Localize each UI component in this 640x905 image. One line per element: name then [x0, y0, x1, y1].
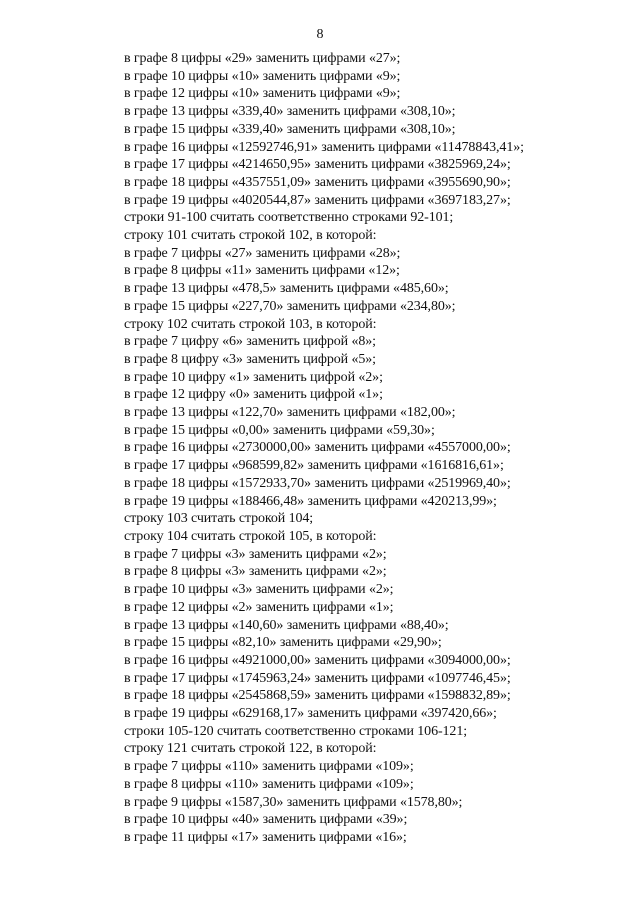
text-line: строки 105-120 считать соответственно строками 106-121; [124, 723, 468, 739]
text-line: в графе 16 цифры «4921000,00» заменить цифрами «3094000,00»; [124, 652, 511, 668]
page-number: 8 [316, 27, 324, 42]
text-line: в графе 13 цифры «140,60» заменить цифрами «88,40»; [124, 617, 449, 633]
text-line: в графе 8 цифры «3» заменить цифрами «2»; [124, 564, 387, 580]
text-line: в графе 13 цифры «122,70» заменить цифрами «182,00»; [124, 405, 456, 421]
text-line: в графе 12 цифру «0» заменить цифрой «1»; [124, 387, 383, 403]
text-line: в графе 9 цифры «1587,30» заменить цифрами «1578,80»; [124, 794, 463, 810]
text-line: в графе 12 цифры «2» заменить цифрами «1»; [124, 599, 394, 615]
text-line: строку 101 считать строкой 102, в которой: [124, 228, 377, 244]
text-line: в графе 16 цифры «12592746,91» заменить цифрами «11478843,41»; [124, 139, 524, 155]
text-line: в графе 15 цифры «227,70» заменить цифрами «234,80»; [124, 298, 456, 314]
text-line: в графе 8 цифры «29» заменить цифрами «27»; [124, 51, 401, 66]
text-line: в графе 18 цифры «4357551,09» заменить цифрами «3955690,90»; [124, 174, 511, 190]
text-line: в графе 17 цифры «1745963,24» заменить цифрами «1097746,45»; [124, 670, 511, 686]
text-line: в графе 17 цифры «968599,82» заменить цифрами «1616816,61»; [124, 458, 504, 474]
text-line: в графе 16 цифры «2730000,00» заменить цифрами «4557000,00»; [124, 440, 511, 456]
text-line: в графе 8 цифру «3» заменить цифрой «5»; [124, 351, 376, 367]
text-line: в графе 7 цифру «6» заменить цифрой «8»; [124, 334, 376, 350]
text-line: в графе 7 цифры «3» заменить цифрами «2»; [124, 546, 387, 562]
text-line: в графе 17 цифры «4214650,95» заменить цифрами «3825969,24»; [124, 157, 511, 173]
text-line: в графе 10 цифры «10» заменить цифрами «9»; [124, 68, 401, 84]
text-line: в графе 19 цифры «629168,17» заменить цифрами «397420,66»; [124, 706, 497, 722]
text-line: в графе 8 цифры «11» заменить цифрами «12»; [124, 263, 400, 279]
text-line: в графе 18 цифры «2545868,59» заменить цифрами «1598832,89»; [124, 688, 511, 704]
text-line: строку 104 считать строкой 105, в которой: [124, 528, 377, 544]
text-line: в графе 15 цифры «339,40» заменить цифрами «308,10»; [124, 121, 456, 137]
text-line: строку 121 считать строкой 122, в которой: [124, 741, 377, 757]
text-line: в графе 15 цифры «82,10» заменить цифрами «29,90»; [124, 635, 442, 651]
text-line: в графе 7 цифры «27» заменить цифрами «28»; [124, 245, 401, 261]
text-line: в графе 19 цифры «4020544,87» заменить цифрами «3697183,27»; [124, 192, 511, 208]
text-line: в графе 15 цифры «0,00» заменить цифрами «59,30»; [124, 422, 435, 438]
text-line: в графе 10 цифру «1» заменить цифрой «2»; [124, 369, 383, 385]
text-line: в графе 12 цифры «10» заменить цифрами «9»; [124, 86, 401, 102]
text-line: строку 102 считать строкой 103, в которой: [124, 316, 377, 332]
text-line: в графе 13 цифры «339,40» заменить цифрами «308,10»; [124, 104, 456, 120]
text-line: строку 103 считать строкой 104; [124, 511, 314, 527]
text-line: в графе 13 цифры «478,5» заменить цифрами «485,60»; [124, 281, 449, 297]
text-line: в графе 10 цифры «3» заменить цифрами «2»; [124, 582, 394, 598]
document-body [124, 50, 624, 847]
text-line: в графе 7 цифры «110» заменить цифрами «109»; [124, 759, 414, 775]
text-line: в графе 8 цифры «110» заменить цифрами «109»; [124, 776, 414, 792]
text-line: в графе 19 цифры «188466,48» заменить цифрами «420213,99»; [124, 493, 497, 509]
text-line: в графе 18 цифры «1572933,70» заменить цифрами «2519969,40»; [124, 475, 511, 491]
text-line: в графе 11 цифры «17» заменить цифрами «16»; [124, 829, 407, 845]
text-line: строки 91-100 считать соответственно строками 92-101; [124, 210, 454, 226]
text-line: в графе 10 цифры «40» заменить цифрами «39»; [124, 812, 408, 828]
